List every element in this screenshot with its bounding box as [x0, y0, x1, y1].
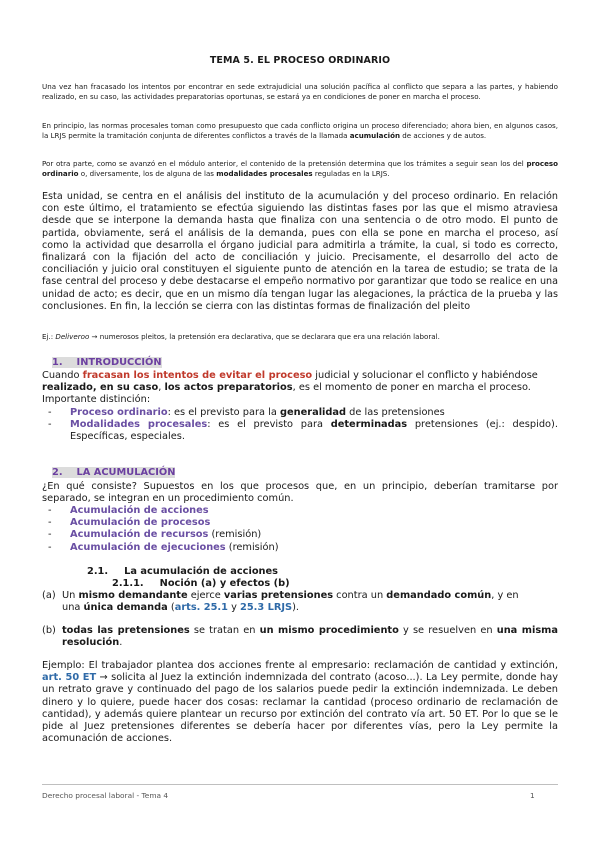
section-1-heading: 1. INTRODUCCIÓN	[52, 357, 162, 368]
section-1-text: Cuando fracasan los intentos de evitar el proceso judicial y solucionar el conflicto y habiéndose realizado, en su caso, los actos preparatorios, es el momento de poner en marcha el proceso. Importante distinción: - Proceso ordinario: es el previsto para la generalidad de las pretensiones - Modalidades procesales: es el previsto para determinadas pretensiones (ej.: despido). Específicas, especiales.	[42, 370, 558, 443]
list-item: - Acumulación de acciones	[48, 505, 209, 516]
item-a: (a) Un mismo demandante ejerce varias pretensiones contra un demandado común, y en una única demanda (arts. 25.1 y 25.3 LRJS).	[42, 590, 519, 614]
section-2-heading: 2. LA ACUMULACIÓN	[52, 467, 176, 478]
example-deliveroo: Ej.: Deliveroo → numerosos pleitos, la pretensión era declarativa, que se declarara que era una relación laboral.	[42, 332, 440, 341]
list-item: - Acumulación de procesos	[48, 517, 211, 529]
footer-text: Derecho procesal laboral - Tema 4	[42, 791, 169, 800]
section-2-question: ¿En qué consiste? Supuestos en los que procesos que, en un principio, deberían tramitarse por separado, se integran en un procedimiento común.	[42, 481, 558, 505]
subsection-2-1-1-heading: 2.1.1. Noción (a) y efectos (b)	[112, 578, 290, 589]
item-b: (b) todas las pretensiones se tratan en un mismo procedimiento y se resuelven en una misma resolución.	[42, 625, 558, 649]
list-item: - Modalidades procesales: es el previsto para determinadas pretensiones (ej.: despido). Específicas, especiales.	[48, 418, 558, 443]
intro-paragraph-4: Esta unidad, se centra en el análisis del instituto de la acumulación y del proceso ordinario. En relación con este último, el tratamiento se efectúa siguiendo las distintas fases por las que el mismo atraviesa desde que se interpone la demanda hasta que finaliza con una sentencia o de otro modo. El punto de partida, obviamente, será el análisis de la demanda, pues con ella se pone en marcha el proceso, así como la actividad que desarrolla el órgano judicial para admitirla a trámite, la cual, si todo es correcto, finalizará con la fijación del acto de conciliación y juicio. Precisamente, el desarrollo del acto de conciliación y juicio oral constituyen el siguiente punto de atención en la tarea de estudio; se trata de la fase central del proceso y debe destacarse el empeño normativo por garantizar que todo se realice en una unidad de acto; es decir, que en un mismo día tengan lugar las alegaciones, la práctica de la prueba y las conclusiones. En fin, la lección se cierra con las distintas formas de finalización del pleito	[42, 191, 558, 312]
list-item: - Acumulación de ejecuciones (remisión)	[48, 541, 279, 553]
page-title: TEMA 5. EL PROCESO ORDINARIO	[209, 55, 391, 66]
list-item: - Proceso ordinario: es el previsto para la generalidad de las pretensiones	[48, 406, 445, 418]
page-number: 1	[530, 791, 535, 800]
intro-paragraph-3: Por otra parte, como se avanzó en el módulo anterior, el contenido de la pretensión determina que los trámites a seguir sean los del proceso ordinario o, diversamente, los de alguna de las modalidades procesales reguladas en la LRJS.	[42, 159, 558, 179]
intro-paragraph-2: En principio, las normas procesales toman como presupuesto que cada conflicto origina un proceso diferenciado; ahora bien, en algunos casos, la LRJS permite la tramitación conjunta de diferentes conflictos a través de la llamada acumulación de acciones y de autos.	[42, 121, 558, 141]
example-paragraph: Ejemplo: El trabajador plantea dos acciones frente al empresario: reclamación de cantidad y extinción, art. 50 ET → solicita al Juez la extinción indemnizada del contrato (acoso...). La Ley permite, donde hay un retrato grave y continuado del pago de los salarios puede pedir la extinción indemnizada. Le deben dinero y lo quiere, puede hacer dos cosas: reclamar la cantidad (proceso ordinario de reclamación de cantidad), y además quiere plantear un recurso por extinción del contrato vía art. 50 ET. Por lo que se le pide al Juez pretensiones diferentes se debería hacer por diferentes vías, pero la Ley permite la acomunación de acciones.	[42, 660, 558, 745]
accumulation-types-list	[42, 505, 558, 554]
footer-divider	[42, 784, 558, 785]
list-item: - Acumulación de recursos (remisión)	[48, 529, 262, 541]
subsection-2-1-heading: 2.1. La acumulación de acciones	[87, 566, 279, 577]
intro-paragraph-1: Una vez han fracasado los intentos por encontrar en sede extrajudicial una solución pacífica al conflicto que separa a las partes, y habiendo realizado, en su caso, las actividades preparatorias oportunas, se estará ya en condiciones de poner en marcha el proceso.	[42, 82, 558, 102]
section-1-list	[42, 407, 558, 444]
